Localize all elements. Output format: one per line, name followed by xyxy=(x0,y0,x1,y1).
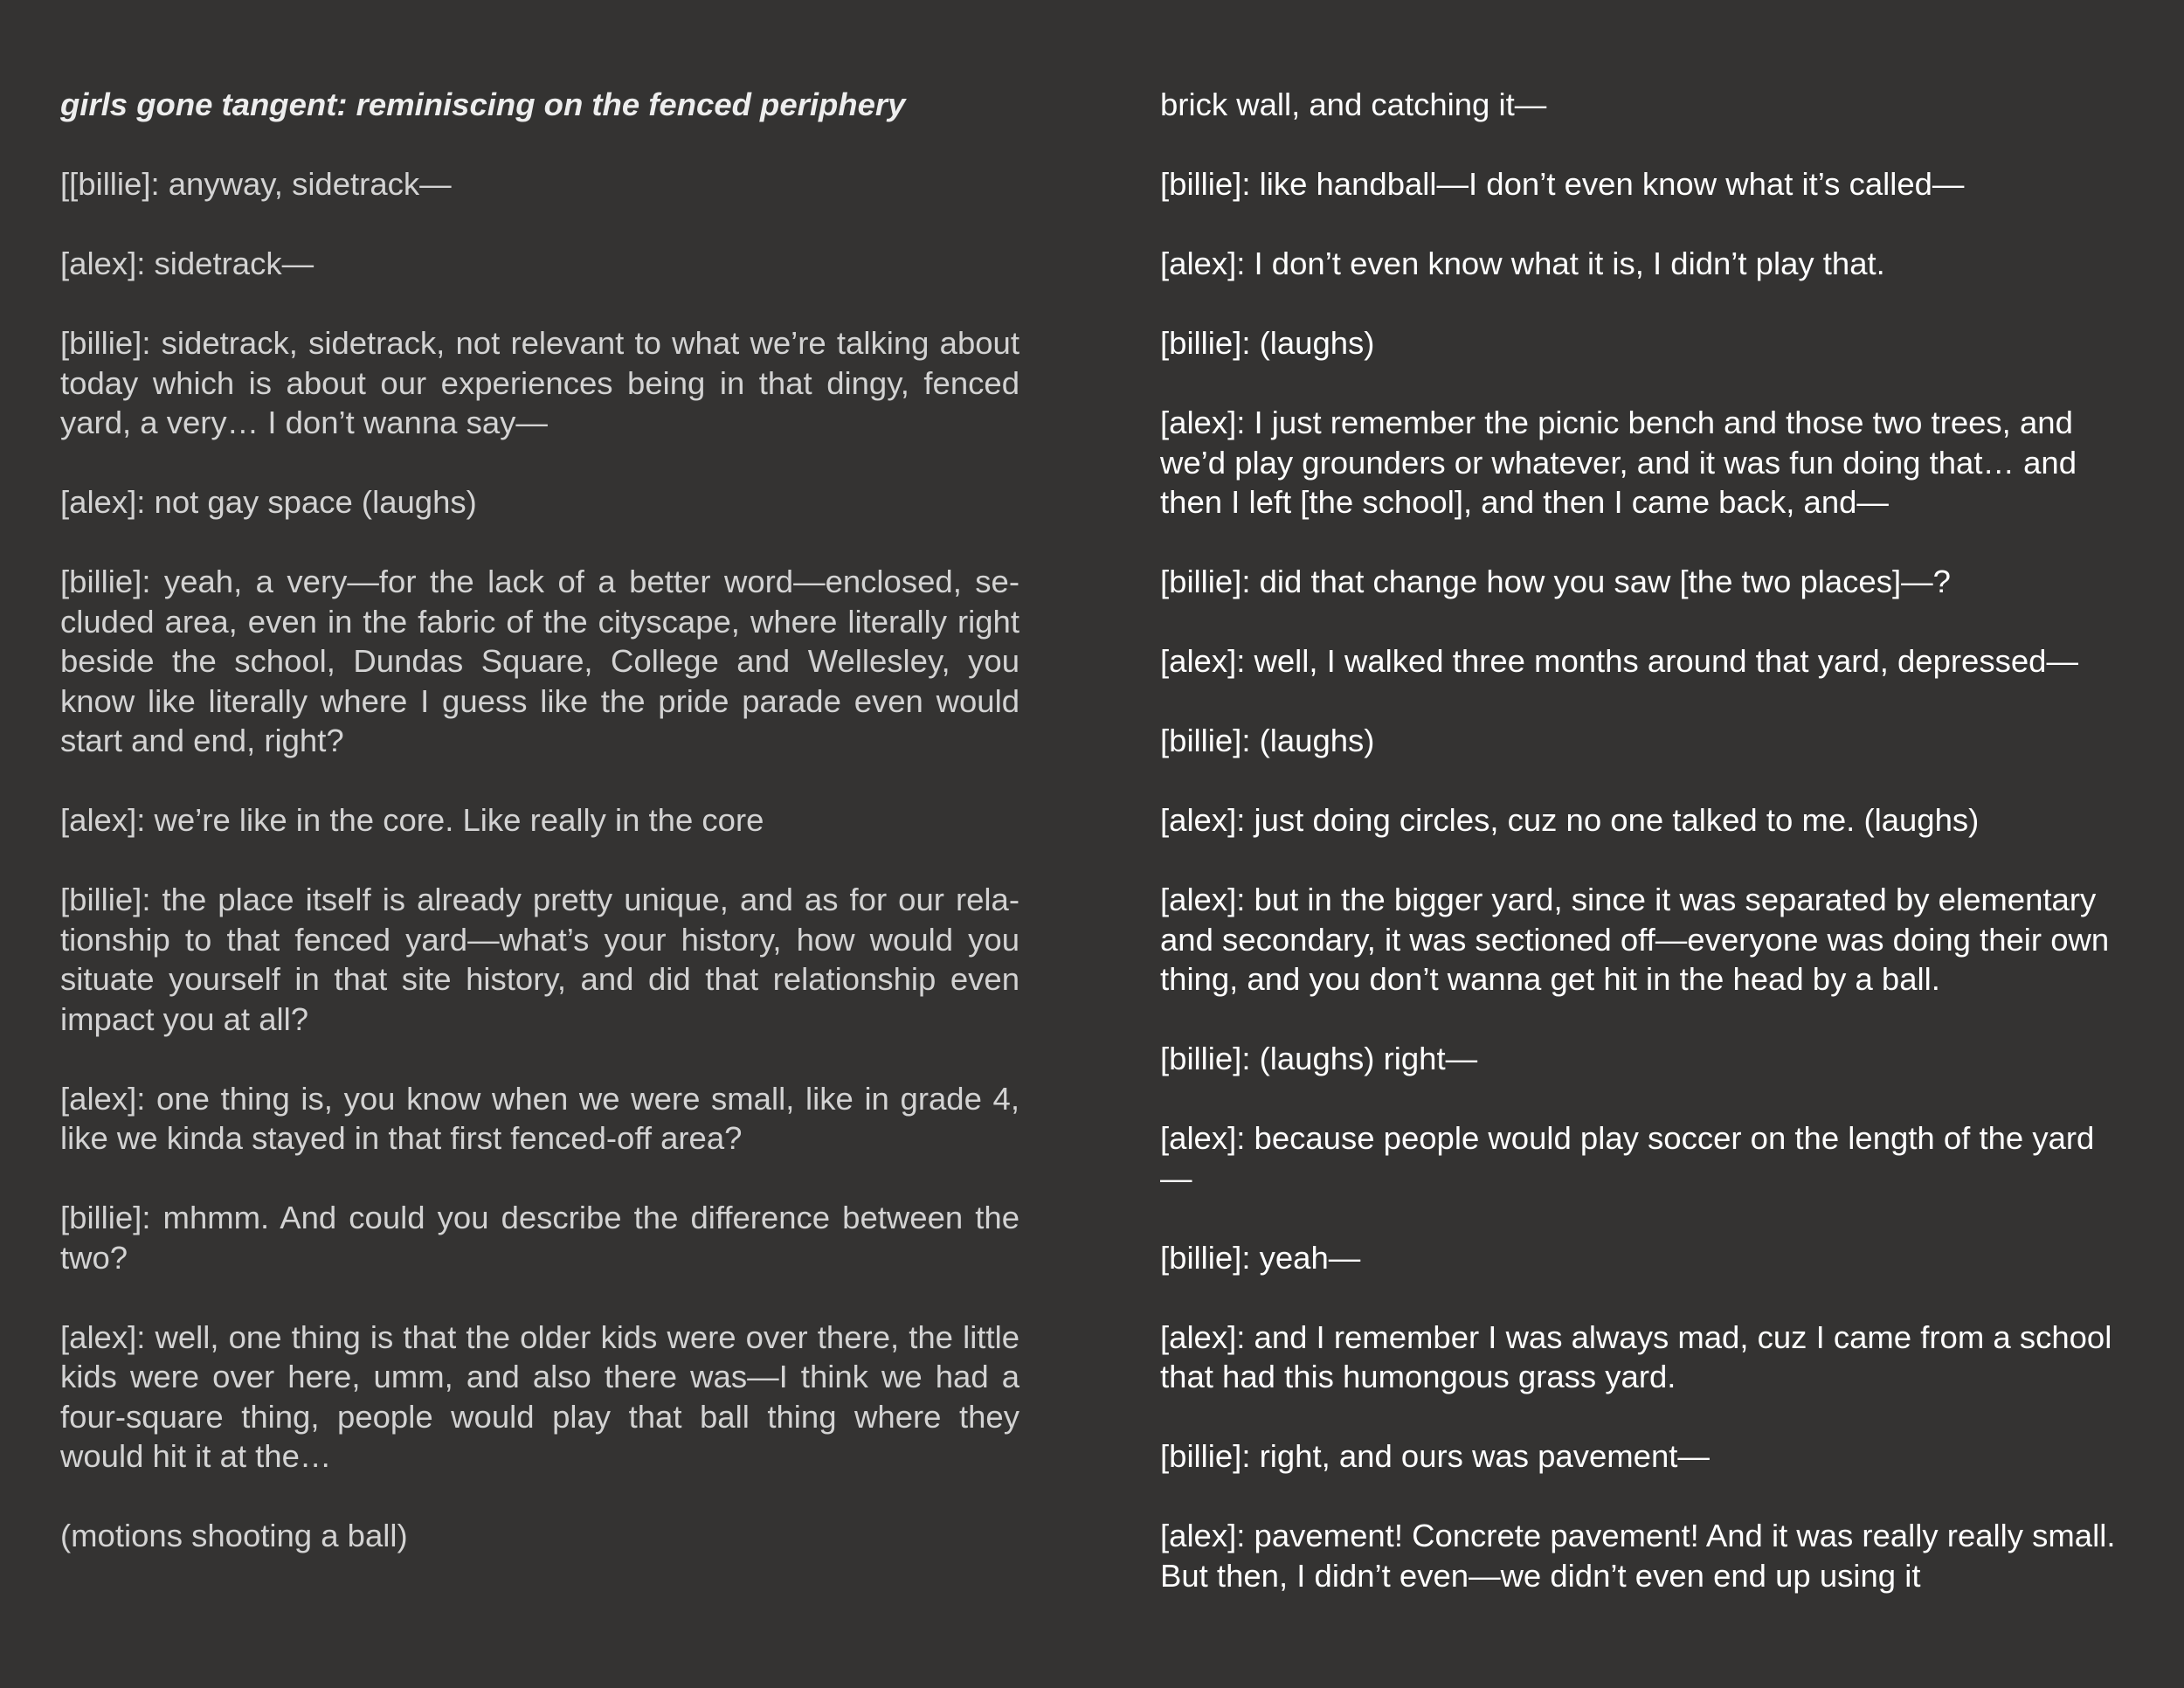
transcript-paragraph: [billie]: yeah— xyxy=(1160,1239,1361,1276)
transcript-paragraph: [alex]: well, one thing is that the older kids were over there, the little kids were over here, umm, and also there was—I think we had a four-square thing, people would play that ball thing where they would hit it at the… xyxy=(60,1318,1019,1474)
transcript-paragraph: [alex]: because people would play soccer on the length of the yard— xyxy=(1160,1120,2095,1196)
transcript-paragraph: [[billie]: anyway, sidetrack— xyxy=(60,166,452,202)
left-column xyxy=(60,85,1019,1556)
transcript-paragraph: [alex]: but in the bigger yard, since it was separated by elementary and secondary, it was sectioned off—everyone was doing their own thing, and you don’t wanna get hit in the head by a ball. xyxy=(1160,882,2110,997)
transcript-paragraph: [billie]: yeah, a very—for the lack of a better word—enclosed, secluded area, even in the fabric of the cityscape, where literally right beside the school, Dundas Square, College and Wellesley, you know like literally where I guess like the pride parade even would start and end, right? xyxy=(60,564,1019,758)
transcript-paragraph: brick wall, and catching it— xyxy=(1160,86,1547,122)
stage-direction: (motions shooting a ball) xyxy=(60,1518,408,1553)
transcript-paragraph: [billie]: did that change how you saw [the two places]—? xyxy=(1160,564,1951,599)
transcript-paragraph: [alex]: I just remember the picnic bench and those two trees, and we’d play grounders or whatever, and it was fun doing that… and then I left [the school], and then I came back, and— xyxy=(1160,405,2077,520)
transcript-paragraph: [billie]: (laughs) xyxy=(1160,723,1375,758)
transcript-paragraph: [billie]: sidetrack, sidetrack, not relevant to what we’re talking about today which is about our experiences being in that dingy, fenced yard, a very… I don’t wanna say— xyxy=(60,325,1019,440)
transcript-paragraph: [billie]: (laughs) right— xyxy=(1160,1041,1478,1076)
transcript-paragraph: [alex]: well, I walked three months around that yard, depressed— xyxy=(1160,643,2078,679)
transcript-paragraph: [alex]: just doing circles, cuz no one talked to me. (laughs) xyxy=(1160,802,1980,838)
transcript-paragraph: [billie]: (laughs) xyxy=(1160,325,1375,361)
transcript-paragraph: [billie]: like handball—I don’t even know what it’s called— xyxy=(1160,166,1965,202)
transcript-paragraph: [billie]: mhmm. And could you describe the difference between the two? xyxy=(60,1200,1019,1276)
transcript-paragraph: [alex]: not gay space (laughs) xyxy=(60,484,477,520)
transcript-paragraph: [alex]: we’re like in the core. Like really in the core xyxy=(60,802,764,838)
right-column xyxy=(1160,85,2119,1595)
article-title: girls gone tangent: reminiscing on the fenced periphery xyxy=(60,86,906,122)
transcript-paragraph: [alex]: I don’t even know what it is, I didn’t play that. xyxy=(1160,246,1885,281)
transcript-paragraph: [alex]: and I remember I was always mad, cuz I came from a school that had this humongous grass yard. xyxy=(1160,1318,2112,1394)
transcript-paragraph: [alex]: sidetrack— xyxy=(60,246,314,281)
transcript-paragraph: [billie]: the place itself is already pretty unique, and as for our relationship to that fenced yard—what’s your history, how would you situate yourself in that site history, and did that relationship even impact you at all? xyxy=(60,882,1019,1037)
transcript-paragraph: [alex]: one thing is, you know when we were small, like in grade 4, like we kinda stayed in that first fenced-off area? xyxy=(60,1080,1019,1156)
transcript-paragraph: [billie]: right, and ours was pavement— xyxy=(1160,1438,1710,1474)
transcript-paragraph: [alex]: pavement! Concrete pavement! And it was really really small. But then, I didn’t even—we didn’t even end up using it xyxy=(1160,1518,2116,1594)
